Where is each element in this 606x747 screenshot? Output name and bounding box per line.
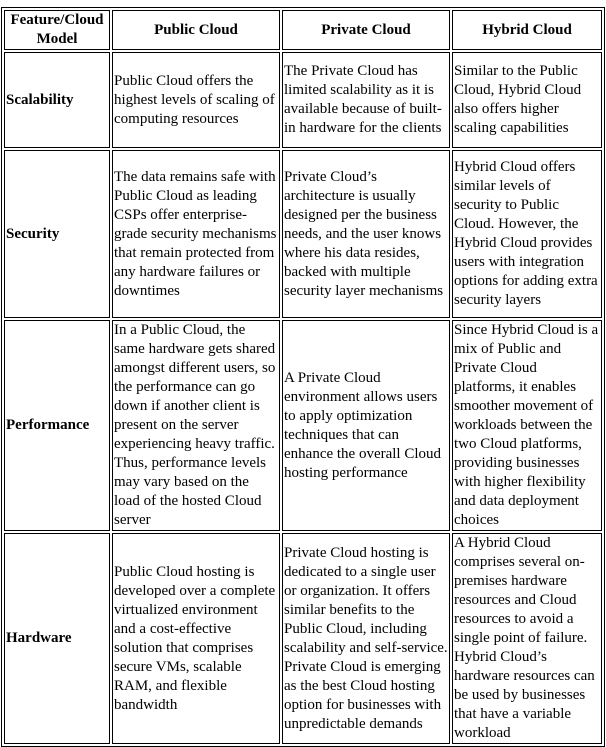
header-hybrid-cloud: Hybrid Cloud: [452, 10, 602, 50]
cell-public: In a Public Cloud, the same hardware gets shared amongst different users, so the performance can go down if another client is present on the server experiencing heavy traffic. Thus, performance levels may vary based on the load of the hosted Cloud server: [112, 320, 280, 531]
header-feature: Feature/Cloud Model: [4, 10, 110, 50]
cell-public: Public Cloud offers the highest levels of scaling of computing resources: [112, 52, 280, 148]
header-row: [4, 10, 602, 50]
cell-hybrid: Hybrid Cloud offers similar levels of security to Public Cloud. However, the Hybrid Cloud provides users with integration options for adding extra security layers: [452, 150, 602, 318]
cell-hybrid: A Hybrid Cloud comprises several on-premises hardware resources and Cloud resources to avoid a single point of failure. Hybrid Cloud’s hardware resources can be used by businesses that have a variable workload: [452, 533, 602, 744]
cell-hybrid: Since Hybrid Cloud is a mix of Public and Private Cloud platforms, it enables smoother movement of workloads between the two Cloud platforms, providing businesses with higher flexibility and data deployment choices: [452, 320, 602, 531]
row-label-hardware: Hardware: [4, 533, 110, 744]
cell-private: A Private Cloud environment allows users to apply optimization techniques that can enhance the overall Cloud hosting performance: [282, 320, 450, 531]
cell-public: Public Cloud hosting is developed over a complete virtualized environment and a cost-effective solution that comprises secure VMs, scalable RAM, and flexible bandwidth: [112, 533, 280, 744]
row-label-scalability: Scalability: [4, 52, 110, 148]
table-row: [4, 320, 602, 531]
row-label-performance: Performance: [4, 320, 110, 531]
cell-private: Private Cloud hosting is dedicated to a single user or organization. It offers similar benefits to the Public Cloud, including scalability and self-service. Private Cloud is emerging as the best Cloud hosting option for businesses with unpredictable demands: [282, 533, 450, 744]
header-public-cloud: Public Cloud: [112, 10, 280, 50]
cloud-comparison-table: [1, 7, 605, 747]
cell-private: Private Cloud’s architecture is usually designed per the business needs, and the user knows where his data resides, backed with multiple security layer mechanisms: [282, 150, 450, 318]
cell-public: The data remains safe with Public Cloud as leading CSPs offer enterprise-grade security mechanisms that remain protected from any hardware failures or downtimes: [112, 150, 280, 318]
cell-private: The Private Cloud has limited scalability as it is available because of built-in hardware for the clients: [282, 52, 450, 148]
row-label-security: Security: [4, 150, 110, 318]
header-private-cloud: Private Cloud: [282, 10, 450, 50]
cell-hybrid: Similar to the Public Cloud, Hybrid Cloud also offers higher scaling capabilities: [452, 52, 602, 148]
table-row: [4, 52, 602, 148]
table-row: [4, 533, 602, 744]
table-row: [4, 150, 602, 318]
